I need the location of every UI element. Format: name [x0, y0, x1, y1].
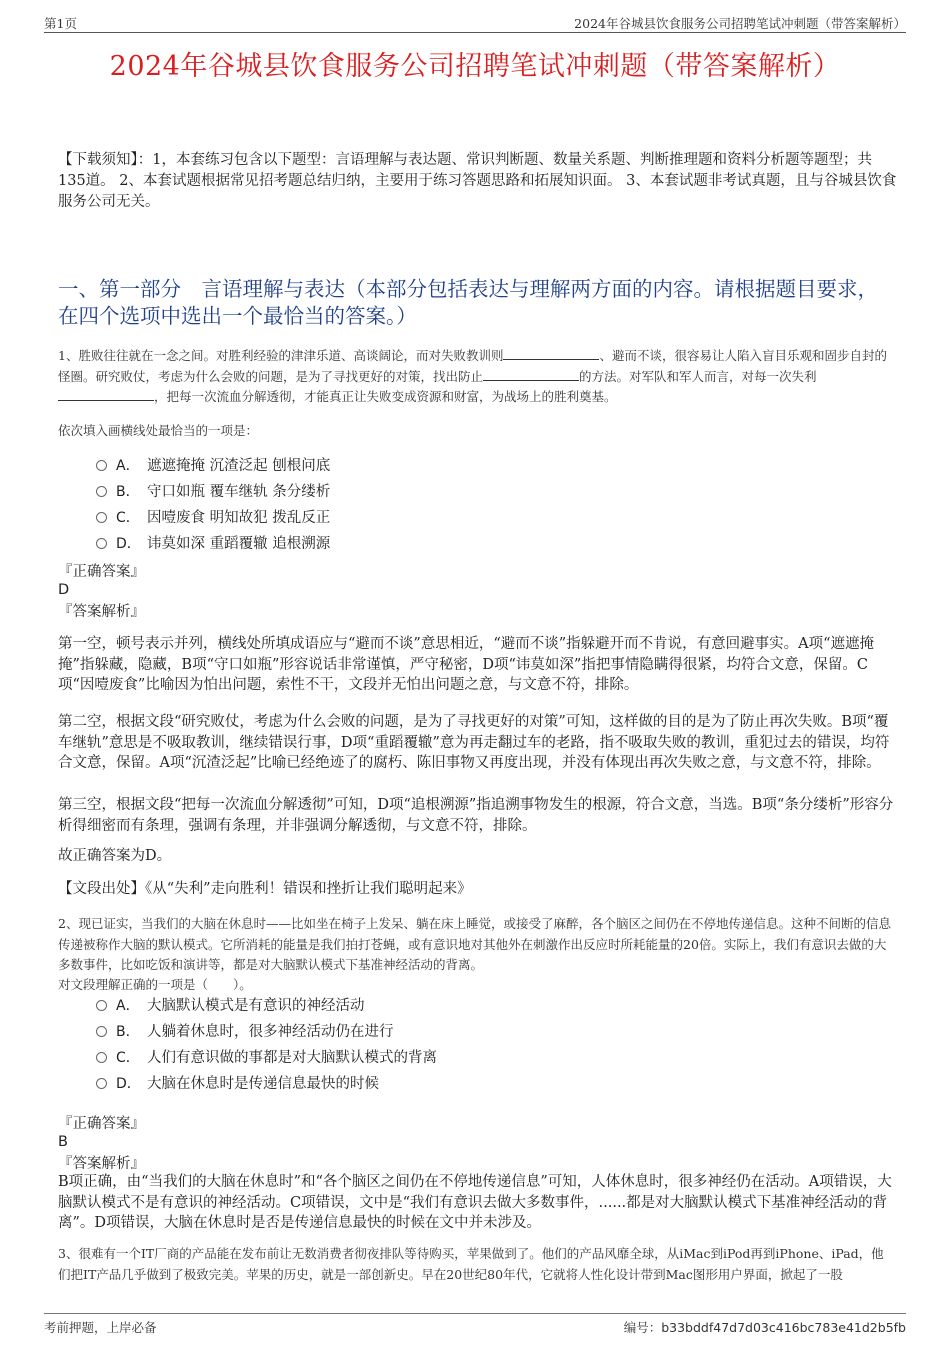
option-c[interactable]: C． 因噎废食 明知故犯 拨乱反正 [96, 505, 330, 531]
answer-value: B [58, 1134, 68, 1150]
option-d[interactable]: D． 大脑在休息时是传递信息最快的时候 [96, 1071, 437, 1097]
source-note: 【文段出处】《从“失利”走向胜利！错误和挫折让我们聪明起来》 [58, 881, 472, 897]
radio-icon[interactable] [96, 1000, 107, 1011]
radio-icon[interactable] [96, 460, 107, 471]
question-2-prompt: 对文段理解正确的一项是（ ）。 [58, 977, 252, 992]
question-3-text: 3、很难有一个IT厂商的产品能在发布前让无数消费者彻夜排队等待购买，苹果做到了。他们的产品风靡全球，从iMac到iPod再到iPhone、iPad，他们把IT产品几乎做到了极致完美。苹果的历史，就是一部创新史。早在20世纪80年代，它就将人性化设计带到Mac图形用户界面，掀起了一股 [58, 1246, 884, 1282]
blank-2 [483, 368, 579, 381]
question-1-options [96, 453, 330, 557]
option-b[interactable]: B． 守口如瓶 覆车继轨 条分缕析 [96, 479, 330, 505]
radio-icon[interactable] [96, 486, 107, 497]
blank-3 [58, 388, 154, 401]
document-title: 2024年谷城县饮食服务公司招聘笔试冲刺题（带答案解析） [109, 51, 841, 82]
page-footer [44, 1313, 906, 1334]
analysis-label: 『答案解析』 [58, 604, 145, 620]
analysis-paragraph: 第三空，根据文段“把每一次流血分解透彻”可知，D项“追根溯源”指追溯事物发生的根源，符合文意，当选。B项“条分缕析”形容分析得细密而有条理，强调有条理，并非强调分解透彻，与文意不符，排除。 [58, 797, 894, 834]
page-header [44, 14, 906, 33]
document-code: 编号：b33bddf47d7d03c416bc783e41d2b5fb [623, 1320, 906, 1335]
question-1-prompt: 依次填入画横线处最恰当的一项是： [58, 423, 259, 438]
analysis-label: 『答案解析』 [58, 1156, 145, 1172]
radio-icon[interactable] [96, 1052, 107, 1063]
analysis-paragraph: B项正确，由“当我们的大脑在休息时”和“各个脑区之间仍在不停地传递信息”可知，人体休息时，很多神经仍在活动。A项错误，大脑默认模式不是有意识的神经活动。C项错误，文中是“我们有意识去做大多数事件，......都是对大脑默认模式下基准神经活动的背离”。D项错误，大脑在休息时是否是传递信息最快的时候在文中并未涉及。 [58, 1174, 892, 1231]
radio-icon[interactable] [96, 1078, 107, 1089]
option-b[interactable]: B． 人躺着休息时，很多神经活动仍在进行 [96, 1019, 437, 1045]
analysis-paragraph: 第一空，顿号表示并列，横线处所填成语应与“避而不谈”意思相近，“避而不谈”指躲避开而不肯说，有意回避事实。A项“遮遮掩掩”指躲藏，隐藏，B项“守口如瓶”形容说话非常谨慎，严守秘密，D项“讳莫如深”指把事情隐瞒得很紧，均符合文意，保留。C项“因噎废食”比喻因为怕出问题，索性不干，文段并无怕出问题之意，与文意不符，排除。 [58, 636, 875, 693]
radio-icon[interactable] [96, 512, 107, 523]
section-heading: 一、第一部分 言语理解与表达（本部分包括表达与理解两方面的内容。请根据题目要求，在四个选项中选出一个最恰当的答案。） [58, 277, 878, 328]
blank-1 [503, 347, 599, 360]
question-2-options [96, 993, 437, 1097]
radio-icon[interactable] [96, 538, 107, 549]
radio-icon[interactable] [96, 1026, 107, 1037]
analysis-paragraph: 第二空，根据文段“研究败仗，考虑为什么会败的问题，是为了寻找更好的对策”可知，这样做的目的是为了防止再次失败。B项“覆车继轨”意思是不吸取教训，继续错误行事，D项“重蹈覆辙”意为再走翻过车的老路，指不吸取失败的教训，重犯过去的错误，均符合文意，保留。A项“沉渣泛起”比喻已经绝迹了的腐朽、陈旧事物又再度出现，并没有体现出再次失败之意，与文意不符，排除。 [58, 714, 890, 771]
answer-value: D [58, 582, 70, 598]
option-a[interactable]: A． 大脑默认模式是有意识的神经活动 [96, 993, 437, 1019]
option-a[interactable]: A． 遮遮掩掩 沉渣泛起 刨根问底 [96, 453, 330, 479]
option-d[interactable]: D． 讳莫如深 重蹈覆辙 追根溯源 [96, 531, 330, 557]
answer-label: 『正确答案』 [58, 1116, 145, 1132]
option-c[interactable]: C． 人们有意识做的事都是对大脑默认模式的背离 [96, 1045, 437, 1071]
answer-label: 『正确答案』 [58, 564, 145, 580]
footer-slogan: 考前押题，上岸必备 [44, 1320, 157, 1335]
question-1-text: 1、胜败往往就在一念之间。对胜利经验的津津乐道、高谈阔论，而对失败教训则 、避而不谈，很容易让人陷入盲目乐观和固步自封的怪圈。研究败仗，考虑为什么会败的问题，是为了寻找更好的对策，找出防止 的方法。对军队和军人而言，对每一次失利，把每一次流血分解透彻，才能真正让失败变成资源和财富，为战场上的胜利奠基。 [58, 348, 887, 404]
header-doc-title: 2024年谷城县饮食服务公司招聘笔试冲刺题（带答案解析） [574, 16, 906, 31]
page-number: 第1页 [44, 16, 77, 31]
analysis-conclusion: 故正确答案为D。 [58, 848, 172, 864]
download-notice: 【下载须知】：1，本套练习包含以下题型：言语理解与表达题、常识判断题、数量关系题、判断推理题和资料分析题等题型；共135道。 2、本套试题根据常见招考题总结归纳，主要用于练习答题思路和拓展知识面。 3、本套试题非考试真题，且与谷城县饮食服务公司无关。 [58, 152, 897, 210]
question-2-text: 2、现已证实，当我们的大脑在休息时——比如坐在椅子上发呆、躺在床上睡觉，或接受了麻醉，各个脑区之间仍在不停地传递信息。这种不间断的信息传递被称作大脑的默认模式。它所消耗的能量是我们拍打苍蝇，或有意识地对其他外在刺激作出反应时所耗能量的20倍。实际上，我们有意识去做的大多数事件，比如吃饭和演讲等，都是对大脑默认模式下基准神经活动的背离。 [58, 916, 891, 972]
